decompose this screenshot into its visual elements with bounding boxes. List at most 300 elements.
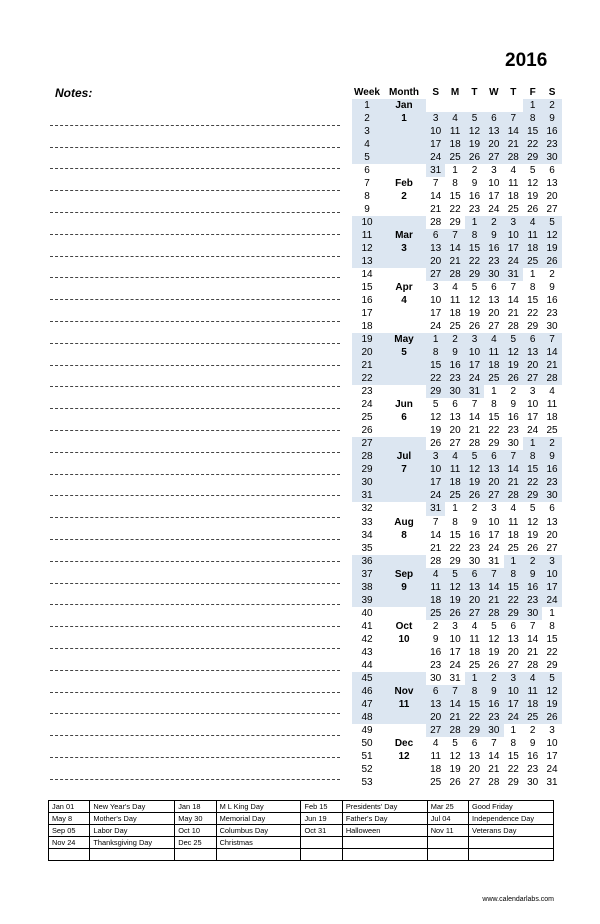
week-row (352, 216, 562, 229)
day-cell: 25 (468, 659, 481, 671)
day-cell: 21 (445, 255, 464, 268)
note-line (50, 518, 340, 540)
day-cell: 22 (488, 425, 500, 437)
day-cell: 24 (426, 151, 445, 164)
day-cell: 17 (488, 529, 500, 541)
day-cell: 12 (430, 412, 442, 424)
day-cell: 9 (549, 282, 555, 294)
day-cell: 29 (523, 151, 542, 164)
day-cell: 10 (504, 229, 523, 242)
day-cell: 18 (523, 698, 542, 711)
week-row (352, 320, 562, 333)
day-cell: 18 (426, 594, 445, 607)
week-row (352, 177, 562, 190)
day-cell: 18 (430, 763, 442, 775)
holiday-date: May 30 (175, 813, 216, 825)
week-row (352, 307, 562, 320)
week-calendar (352, 85, 562, 789)
week-row (352, 359, 562, 372)
week-number: 43 (361, 646, 373, 658)
note-line (50, 278, 340, 300)
day-cell: 3 (549, 724, 555, 736)
day-cell: 7 (471, 399, 478, 411)
day-cell: 10 (546, 737, 558, 749)
day-cell: 31 (465, 385, 484, 398)
week-row (352, 516, 562, 529)
day-cell: 12 (465, 125, 484, 138)
day-cell: 2 (549, 269, 555, 281)
day-cell: 26 (449, 776, 461, 788)
day-cell: 17 (465, 359, 484, 372)
day-cell: 2 (432, 620, 439, 632)
holiday-date: Jul 04 (427, 813, 468, 825)
note-line (50, 736, 340, 758)
week-row (352, 190, 562, 203)
day-cell: 7 (432, 178, 439, 190)
day-cell: 11 (523, 685, 542, 698)
holiday-name: Columbus Day (216, 825, 301, 837)
day-cell: 6 (426, 685, 445, 698)
day-cell: 12 (465, 463, 484, 476)
day-cell: 23 (542, 476, 561, 489)
holiday-date (175, 849, 216, 861)
day-cell: 25 (523, 711, 542, 724)
day-cell: 10 (465, 346, 484, 359)
day-header: W (489, 86, 499, 98)
day-cell: 12 (527, 178, 539, 190)
week-row (352, 711, 562, 724)
day-cell: 9 (542, 450, 561, 463)
week-number: 11 (352, 229, 382, 242)
week-row (352, 203, 562, 216)
day-cell: 20 (465, 594, 484, 607)
month-label (382, 672, 426, 685)
week-row (352, 620, 562, 633)
day-cell: 8 (426, 346, 445, 359)
day-cell: 25 (507, 542, 519, 554)
holiday-name (469, 849, 554, 861)
day-cell: 24 (504, 711, 523, 724)
week-number: 28 (352, 450, 382, 463)
month-label: Apr (395, 282, 413, 294)
holiday-date (49, 849, 90, 861)
day-cell: 24 (546, 763, 558, 775)
day-cell: 6 (549, 503, 555, 515)
day-cell: 17 (488, 191, 500, 203)
holiday-name: Thanksgiving Day (90, 837, 175, 849)
day-cell: 26 (504, 372, 523, 385)
day-cell: 24 (542, 594, 561, 607)
day-cell: 9 (510, 399, 517, 411)
week-number: 33 (361, 516, 373, 528)
day-cell: 23 (468, 542, 481, 554)
day-cell: 26 (465, 489, 484, 502)
week-number: 20 (352, 346, 382, 359)
day-cell: 1 (491, 386, 497, 398)
day-cell: 19 (449, 763, 461, 775)
day-cell: 2 (445, 333, 464, 346)
day-cell: 30 (484, 268, 503, 281)
day-cell: 22 (426, 372, 445, 385)
week-row (352, 229, 562, 242)
day-cell: 28 (430, 217, 442, 229)
week-row (352, 138, 562, 151)
day-cell: 21 (430, 204, 442, 216)
month-label (382, 437, 426, 450)
day-cell: 16 (542, 463, 561, 476)
day-cell: 8 (465, 229, 484, 242)
day-cell: 27 (426, 268, 445, 281)
day-cell: 8 (452, 178, 458, 190)
year-title: 2016 (505, 50, 548, 71)
day-cell: 25 (430, 776, 442, 788)
day-cell: 25 (523, 255, 542, 268)
month-label: 5 (382, 346, 426, 359)
week-number: 47 (352, 698, 382, 711)
day-cell: 30 (523, 607, 542, 620)
day-cell: 11 (426, 581, 445, 594)
week-row (352, 112, 562, 125)
month-label (382, 607, 426, 620)
day-cell: 26 (465, 151, 484, 164)
day-cell: 4 (445, 112, 464, 125)
day-cell: 13 (426, 698, 445, 711)
day-cell: 23 (546, 308, 558, 320)
day-cell: 31 (488, 555, 500, 567)
day-cell: 19 (527, 529, 539, 541)
day-cell: 23 (484, 711, 503, 724)
day-cell: 20 (426, 255, 445, 268)
day-cell: 22 (523, 138, 542, 151)
day-cell: 16 (468, 529, 481, 541)
day-cell: 10 (449, 633, 461, 645)
week-number: 49 (361, 724, 373, 736)
day-cell: 19 (504, 359, 523, 372)
day-cell: 29 (465, 268, 484, 281)
day-cell: 14 (542, 346, 561, 359)
month-label: 1 (382, 112, 426, 125)
day-cell: 26 (445, 607, 464, 620)
day-cell: 13 (523, 346, 542, 359)
day-cell: 29 (504, 607, 523, 620)
day-cell: 17 (504, 242, 523, 255)
week-row (352, 568, 562, 581)
day-cell: 27 (484, 151, 503, 164)
holiday-name: Labor Day (90, 825, 175, 837)
day-cell: 23 (468, 204, 481, 216)
week-number: 24 (361, 399, 373, 411)
day-cell: 21 (484, 594, 503, 607)
week-number: 41 (361, 620, 373, 632)
day-cell: 16 (546, 295, 558, 307)
day-cell: 13 (546, 516, 558, 528)
day-cell: 30 (430, 672, 442, 684)
day-cell: 13 (488, 295, 500, 307)
day-cell: 15 (527, 295, 539, 307)
month-label (382, 216, 426, 229)
holiday-date: Jan 18 (175, 801, 216, 813)
day-cell: 16 (484, 698, 503, 711)
week-row (352, 737, 562, 750)
day-cell: 23 (445, 372, 464, 385)
month-label: Nov (382, 685, 426, 698)
day-cell: 6 (484, 450, 503, 463)
day-cell: 4 (484, 333, 503, 346)
week-row (352, 164, 562, 177)
week-row (352, 99, 562, 112)
day-cell: 28 (504, 489, 523, 502)
note-line (50, 584, 340, 606)
week-row (352, 398, 562, 411)
day-cell: 26 (542, 255, 561, 268)
day-cell: 3 (432, 282, 439, 294)
day-cell: 18 (546, 412, 558, 424)
day-cell: 14 (484, 581, 503, 594)
day-cell: 16 (542, 125, 561, 138)
week-row (352, 346, 562, 359)
day-cell: 19 (465, 476, 484, 489)
day-cell: 8 (504, 568, 523, 581)
month-label: Jul (382, 450, 426, 463)
month-label: Sep (382, 568, 426, 581)
month-label: Jun (395, 399, 413, 411)
day-cell: 3 (452, 620, 458, 632)
holiday-date (301, 849, 342, 861)
day-cell: 29 (465, 724, 484, 737)
month-label: 11 (382, 698, 426, 711)
day-cell: 9 (432, 633, 439, 645)
day-cell: 21 (430, 542, 442, 554)
holiday-date (427, 849, 468, 861)
day-cell: 24 (488, 204, 500, 216)
note-line (50, 148, 340, 170)
day-cell: 3 (426, 450, 445, 463)
day-cell: 11 (523, 229, 542, 242)
day-cell: 21 (488, 763, 500, 775)
month-label: 6 (401, 412, 407, 424)
week-number: 21 (352, 359, 382, 372)
day-cell: 28 (445, 724, 464, 737)
day-cell: 12 (504, 346, 523, 359)
day-cell: 15 (546, 633, 558, 645)
note-line (50, 235, 340, 257)
day-cell: 13 (484, 463, 503, 476)
day-cell: 2 (542, 99, 561, 112)
week-number: 34 (361, 529, 373, 541)
month-label (382, 594, 426, 607)
day-cell: 29 (523, 489, 542, 502)
day-cell: 15 (488, 412, 500, 424)
day-cell: 9 (484, 685, 503, 698)
day-cell: 6 (471, 737, 478, 749)
day-cell: 7 (484, 568, 503, 581)
week-number: 1 (352, 99, 382, 112)
day-cell: 1 (510, 724, 517, 736)
day-cell: 31 (426, 164, 445, 177)
day-cell: 24 (449, 659, 461, 671)
week-number: 51 (361, 750, 373, 762)
week-row (352, 125, 562, 138)
day-cell: 3 (504, 216, 523, 229)
day-cell: 15 (449, 191, 461, 203)
day-cell: 21 (504, 138, 523, 151)
month-label (382, 724, 426, 737)
week-number: 39 (352, 594, 382, 607)
notes-title: Notes: (55, 86, 93, 100)
week-row (352, 581, 562, 594)
week-number: 22 (352, 372, 382, 385)
day-cell: 5 (465, 112, 484, 125)
day-cell: 11 (445, 463, 464, 476)
month-label (382, 646, 426, 659)
week-number: 2 (352, 112, 382, 125)
day-cell: 13 (465, 581, 484, 594)
day-cell: 24 (426, 489, 445, 502)
week-number: 13 (352, 255, 382, 268)
day-cell: 19 (542, 242, 561, 255)
day-cell: 22 (507, 763, 519, 775)
day-cell: 5 (529, 165, 536, 177)
holiday-name (469, 837, 554, 849)
month-label: Oct (395, 620, 413, 632)
day-cell: 13 (484, 125, 503, 138)
week-number: 17 (361, 308, 373, 320)
week-number: 18 (361, 321, 373, 333)
week-row (352, 385, 562, 398)
day-cell: 16 (527, 750, 539, 762)
note-line (50, 409, 340, 431)
day-cell: 29 (449, 217, 461, 229)
day-cell: 14 (504, 125, 523, 138)
day-cell: 11 (430, 750, 441, 762)
day-cell: 20 (546, 191, 558, 203)
holiday-name: Veterans Day (469, 825, 554, 837)
day-cell: 10 (488, 516, 500, 528)
holiday-name: Mother's Day (90, 813, 175, 825)
day-cell: 17 (426, 138, 445, 151)
month-label (382, 489, 426, 502)
day-cell: 23 (523, 594, 542, 607)
day-cell: 3 (465, 333, 484, 346)
holiday-date (301, 837, 342, 849)
week-number: 52 (361, 763, 373, 775)
week-number: 53 (361, 776, 373, 788)
day-cell: 25 (507, 204, 519, 216)
week-row (352, 333, 562, 346)
day-cell: 28 (504, 151, 523, 164)
day-cell: 1 (523, 437, 542, 450)
week-row (352, 750, 562, 763)
day-header: M (450, 86, 460, 98)
day-cell: 7 (529, 620, 536, 632)
day-cell: 17 (504, 698, 523, 711)
day-cell: 10 (426, 463, 445, 476)
day-header: T (510, 86, 517, 98)
note-line (50, 540, 340, 562)
day-cell: 7 (504, 112, 523, 125)
week-number: 48 (352, 711, 382, 724)
day-cell: 3 (529, 386, 536, 398)
day-cell: 27 (523, 372, 542, 385)
day-cell: 24 (488, 542, 500, 554)
day-cell: 4 (426, 568, 445, 581)
day-cell: 24 (465, 372, 484, 385)
day-cell: 10 (488, 178, 500, 190)
day-cell: 5 (491, 620, 497, 632)
day-cell: 28 (542, 372, 561, 385)
day-cell: 21 (445, 711, 464, 724)
day-cell: 17 (426, 476, 445, 489)
day-cell: 3 (542, 555, 561, 568)
day-cell: 29 (546, 659, 558, 671)
day-cell: 26 (542, 711, 561, 724)
day-cell: 11 (546, 399, 558, 411)
week-row (352, 411, 562, 424)
holiday-name: Father's Day (342, 813, 427, 825)
day-cell: 5 (452, 737, 458, 749)
day-cell: 9 (445, 346, 464, 359)
day-cell (465, 99, 484, 112)
day-cell: 15 (465, 242, 484, 255)
day-cell: 28 (430, 555, 442, 567)
footer-url: www.calendarlabs.com (482, 896, 554, 903)
month-label: 3 (382, 242, 426, 255)
day-cell: 8 (529, 282, 536, 294)
week-row (352, 437, 562, 450)
week-number: 25 (361, 412, 373, 424)
day-cell: 5 (432, 399, 439, 411)
week-row (352, 281, 562, 294)
day-cell: 12 (527, 516, 539, 528)
day-cell: 2 (523, 555, 542, 568)
holiday-row (49, 849, 554, 861)
day-cell (504, 99, 523, 112)
day-cell: 25 (426, 607, 445, 620)
day-cell: 6 (491, 282, 497, 294)
holidays-table (48, 800, 554, 861)
day-cell: 1 (465, 216, 484, 229)
day-cell: 9 (523, 568, 542, 581)
day-cell: 9 (529, 737, 536, 749)
day-cell: 1 (529, 269, 536, 281)
day-cell: 1 (523, 99, 542, 112)
day-cell (484, 99, 503, 112)
month-label (382, 763, 426, 776)
holiday-name: Presidents' Day (342, 801, 427, 813)
week-row (352, 242, 562, 255)
day-cell: 21 (468, 425, 481, 437)
day-cell: 14 (507, 295, 519, 307)
day-cell: 19 (542, 698, 561, 711)
day-cell: 11 (449, 295, 461, 307)
week-number: 23 (361, 386, 373, 398)
month-label (382, 268, 426, 281)
month-label (382, 203, 426, 216)
note-line (50, 562, 340, 584)
day-cell: 20 (488, 308, 500, 320)
week-row (352, 763, 562, 776)
month-label: Aug (394, 516, 414, 528)
day-cell: 18 (523, 242, 542, 255)
day-cell: 20 (468, 763, 481, 775)
holiday-name: Independence Day (469, 813, 554, 825)
day-cell: 9 (542, 112, 561, 125)
week-row (352, 672, 562, 685)
calendar-header (352, 85, 562, 99)
day-cell: 26 (527, 204, 539, 216)
month-label: 12 (398, 750, 410, 762)
day-cell: 17 (542, 581, 561, 594)
